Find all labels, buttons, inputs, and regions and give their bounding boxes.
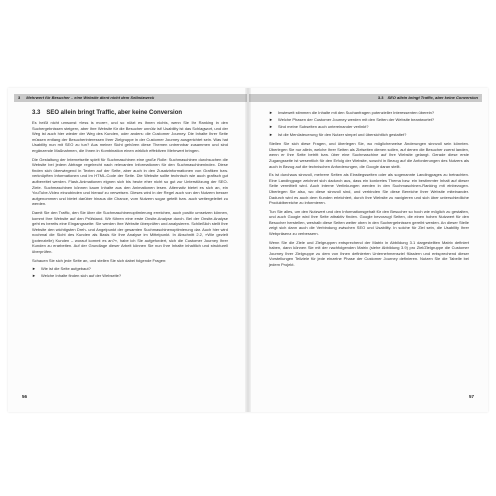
arrow-bullet-icon: ►	[269, 131, 273, 137]
arrow-bullet-icon: ►	[269, 110, 273, 115]
section-number: 3.3	[32, 110, 41, 116]
right-page	[249, 88, 488, 412]
list-item-text: Inwieweit stimmen die Inhalte mit den Suchanfragen potenzieller Interessenten überein?	[278, 110, 435, 115]
book-gutter	[245, 88, 251, 412]
paragraph: Stellen Sie sich diese Fragen, und überlegen Sie, wo möglicherweise Änderungen sinnvoll sein könnten. Überlegen Sie nur allein, welche Ihrer Seiten als Zielseiten dienen sollen, auf denen die Besucher zuerst landen, wenn er Ihre Seite betritt bzw. über eine Suchmaschine auf Ihre Website gelangt. Gerade diese erste Zugangsseite ist wesentlich für den Erfolg der Website, sowohl in Bezug auf die Anforderungen des Nutzers als auch in Bezug auf die technischen Anforderungen, die Google daran stellt.	[269, 141, 469, 169]
list-item	[269, 110, 469, 116]
section-heading	[32, 110, 228, 116]
paragraph: Wenn Sie die Ziele und Zielgruppen entsprechend der Matrix in Abbildung 3.1 dargestellten Matrix definiert haben, dann können Sie mit der nachfolgenden Matrix (siehe Abbildung 3.9) pro Ziel/Zielgruppe die Customer Journey Ihrer Zielgruppe zu dem von Ihnen definierten Unternehmensziel flüssiern und entsprechend dieser Vorstellungen Teilziele für jede einzelne Phase der Customer Journey definieren. Nutzen Sie die Tabelle bei jedem Projekt.	[269, 239, 469, 268]
running-head-title: SEO allein bringt Traffic, aber keine Conversion	[387, 95, 478, 100]
question-list	[32, 266, 228, 279]
page-number: 57	[468, 394, 474, 399]
running-head-number: 3	[18, 95, 21, 100]
running-head	[14, 94, 247, 102]
right-page-content	[269, 110, 469, 271]
list-item-text: Welche Phasen der Customer Journey werden mit den Seiten der Website beantwortet?	[278, 117, 435, 123]
running-head-title: Mehrwert für Besucher – eine Website dient nicht dem Selbstzweck	[26, 95, 155, 100]
list-item	[32, 273, 228, 279]
question-list	[269, 110, 469, 137]
page-number: 56	[22, 394, 28, 399]
paragraph: Damit Sie den Traffic, den Sie über die Suchmaschinenoptimierung erreichen, auch positiv umsetzen können, kommt Ihre Website auf den Prüfstand. Wir führen eine erste Onsite-Analyse durch. Bei der Onsite-Analyse geht es bereits eine Eingangsseite: Sie werden Ihre Website überprüfen und analysieren. Schließlich stellt Ihre Website den wichtigsten Dreh- und Angelpunkt der gesamten Suchmaschinenoptimierung dar. Auch hier wird nochmal die Sicht des Kunden als Basis für Ihre Analyse im Mittelpunkt. In Abschnitt 2.2, »Wie gezielt (potenzielle) Kunden – worauf kommt es an?«, habe ich Sie aufgefordert, sich die Customer Journey Ihrer Kunden zu erarbeiten. Auf der Grundlage dieser Arbeit können Sie nun Ihre Inhalte inhaltlich und strukturell überprüfen.	[32, 209, 228, 255]
section-title: SEO allein bringt Traffic, aber keine Conversion	[46, 110, 183, 116]
arrow-bullet-icon: ►	[269, 117, 273, 123]
book-spread	[8, 88, 488, 412]
paragraph: Es ist durchaus sinnvoll, mehrere Seiten als Einstiegsseiten oder als sogenannte Landingpages zu betrachten. Eine Landingpage zeichnet sich dadurch aus, dass ein konkretes Thema bzw. ein bestimmter Inhalt auf dieser Seite vermittelt wird. Auch interne Verlinkungen werden in den Suchmaschinen-Ranking mit einbezogen. Überlegen Sie also, wo diese sinnvoll sind, und verbinden Sie diese Bereiche Ihrer Website miteinander. Dadurch wird es auch dem Kunden erleichtert, durch Ihre Website zu navigieren und sich über unterschiedliche Produktbereiche zu informieren.	[269, 172, 469, 206]
list-item	[269, 124, 469, 130]
paragraph: Tun Sie alles, um den Nutzwert und den Informationsgehalt für den Besucher so hoch wie möglich zu gestalten, und auch Google wird Ihre Seite attraktiv finden. Google bevorzugt Seiten, die einen hohen Nutzwert für den Besucher herstellen, weshalb diese Seiten weiter oben in den Suchergebnissen gereiht werden. An dieser Stelle zeigt sich dann auch die Verbindung zwischen SEO und Usability. In solche für Ziel sein, die Usability Ihrer Webpräsenz zu verbessern.	[269, 208, 469, 237]
arrow-bullet-icon: ►	[269, 124, 273, 130]
running-head-number: 3.3	[377, 95, 384, 100]
list-item-text: Sind meine Subseiten auch untereinander verlinkt?	[278, 124, 369, 130]
paragraph: Schauen Sie sich jede Seite an, und stellen Sie sich dabei folgende Fragen:	[32, 257, 167, 263]
arrow-bullet-icon: ►	[32, 266, 36, 272]
paragraph: Die Gestaltung der Internetseite spielt für Suchmaschinen eine große Rolle: Suchmaschinen durchsuchen die Website bei jedem Abfrage regelrecht nach relevanten Informationen für den Suchmaschinenindex. Diese finden sich überwiegend in Texten auf der Seite, aber auch in den Zusatzinformationen von Grafiken bzw. verknüpften Informationen und im HTML-Code der Seite. Die Website sollte technisch wie auch grafisch gut aufbereitet werden. Flash-Animationen eignen sich bis heute eher nicht so gut zur Unterstützung der SEO-Ziele. Suchmaschinen können kaum Inhalte aus den Animationen lesen. Alternativ bietet es sich an, ein YouTube-Video einzubinden und hierauf zu verweisen. Dieses wird in der Regel auch von den Nutzern besser aufgenommen und bietet darüber hinaus die Chance, vom Nutzern sogar geteilt bzw. auch weitergeleitet zu werden.	[32, 156, 228, 207]
list-item-text: Ist die Menüsteuerung für den Nutzer simpel und übersichtlich gestaltet?	[278, 131, 407, 137]
list-item	[32, 266, 228, 272]
left-page-content	[32, 110, 228, 283]
running-head	[249, 94, 482, 102]
list-item	[269, 132, 469, 138]
list-item-text: Welche Inhalte finden sich auf der Webseite?	[41, 273, 122, 279]
list-item	[269, 117, 469, 123]
paragraph: Es heißt nicht umsonst »less is more«, und so nützt es Ihnen nichts, wenn Sie Ihr Ranking in den Suchergebnissen steigern, aber Ihre Website für die Besucher unnütz ist! Usability ist das Schlagwort, und der Weg ist auch hier wieder der Weg des Kunden, oder anders: die Customer Journey. Die Inhalte Ihrer Seite müssen entlang der Besucherinteressen Ihrer Zielgruppe in der Customer Journey ausgerichtet sein. Was hat Usability nun mit SEO zu tun? Aus meiner Sicht gehören diese Themen untrennbar zusammen und sind ergänzende Maßnahmen, die Ihnen in Kombination einen wirklich effektiven Mehrwert bringen.	[32, 120, 228, 153]
arrow-bullet-icon: ►	[32, 273, 36, 279]
left-page	[8, 88, 247, 412]
list-item-text: Wie ist die Seite aufgebaut?	[41, 266, 91, 272]
